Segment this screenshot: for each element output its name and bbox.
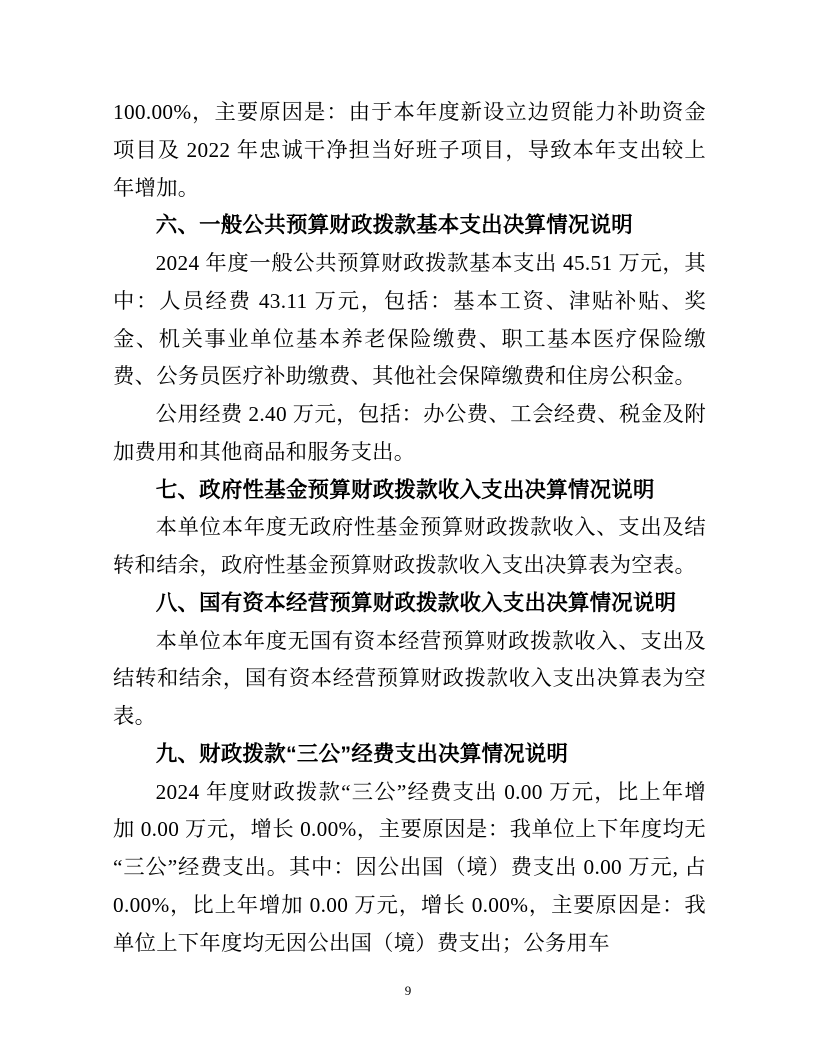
paragraph-carryover: 100.00%，主要原因是：由于本年度新设立边贸能力补助资金项目及 2022 年忠诚干净担当好班子项目，导致本年支出较上年增加。: [113, 100, 706, 200]
paragraph-public-funds: 公用经费 2.40 万元，包括：办公费、工会经费、税金及附加费用和其他商品和服务支出。: [113, 402, 706, 464]
section-heading-8: 八、国有资本经营预算财政拨款收入支出决算情况说明: [155, 590, 677, 615]
page-number: 9: [404, 983, 412, 998]
paragraph-three-public-expenses: 2024 年度财政拨款“三公”经费支出 0.00 万元，比上年增加 0.00 万元，增长 0.00%，主要原因是：我单位上下年度均无“三公”经费支出。其中：因公出国（境）费支出 0.00 万元, 占 0.00%，比上年增加 0.00 万元，增长 0.00%，主要原因是：我单位上下年度均无因公出国（境）费支出；公务用车: [113, 779, 706, 955]
paragraph-government-fund-budget: 本单位本年度无政府性基金预算财政拨款收入、支出及结转和结余，政府性基金预算财政拨款收入支出决算表为空表。: [113, 515, 706, 577]
paragraph-basic-expenditure: 2024 年度一般公共预算财政拨款基本支出 45.51 万元，其中：人员经费 43.11 万元，包括：基本工资、津贴补贴、奖金、机关事业单位基本养老保险缴费、职工基本医疗保险缴费、公务员医疗补助缴费、其他社会保障缴费和住房公积金。: [113, 251, 706, 389]
section-heading-9: 九、财政拨款“三公”经费支出决算情况说明: [155, 741, 569, 766]
section-heading-7: 七、政府性基金预算财政拨款收入支出决算情况说明: [155, 477, 655, 502]
document-body: [113, 94, 706, 962]
paragraph-state-capital-budget: 本单位本年度无国有资本经营预算财政拨款收入、支出及结转和结余，国有资本经营预算财政拨款收入支出决算表为空表。: [113, 628, 706, 728]
section-heading-6: 六、一般公共预算财政拨款基本支出决算情况说明: [155, 213, 633, 238]
